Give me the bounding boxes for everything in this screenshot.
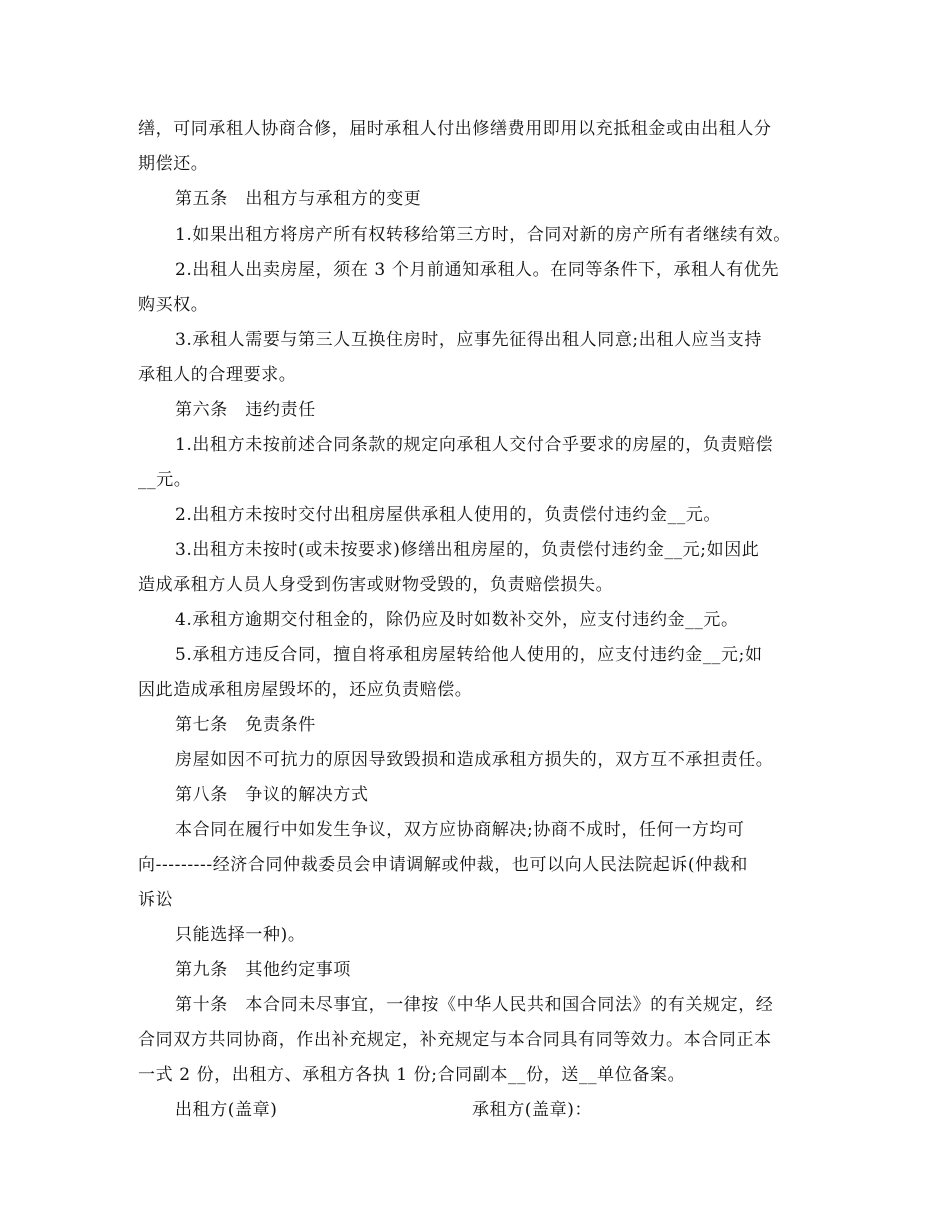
body-text-line: 期偿还。 (138, 154, 209, 174)
article-8-heading: 第八条 争议的解决方式 (175, 785, 369, 805)
clause-text-line: 2.出租人出卖房屋，须在 3 个月前通知承租人。在同等条件下，承租人有优先 (175, 260, 780, 280)
clause-text-line: 房屋如因不可抗力的原因导致毁损和造成承租方损失的，双方互不承担责任。 (175, 750, 774, 770)
clause-text-line: 诉讼 (138, 890, 174, 910)
clause-text-line: 5.承租方违反合同，擅自将承租房屋转给他人使用的，应支付违约金__元;如 (175, 645, 763, 665)
article-6-heading: 第六条 违约责任 (175, 400, 316, 420)
clause-text-line: 承租人的合理要求。 (138, 365, 297, 385)
clause-text-line: 只能选择一种)。 (175, 925, 306, 945)
clause-text-line: 一式 2 份，出租方、承租方各执 1 份;合同副本__份，送__单位备案。 (138, 1065, 686, 1085)
article-7-heading: 第七条 免责条件 (175, 715, 316, 735)
lessor-signature-label: 出租方(盖章) (175, 1100, 278, 1120)
clause-text-line: 合同双方共同协商，作出补充规定，补充规定与本合同具有同等效力。本合同正本 (138, 1030, 772, 1050)
clause-text-line: 本合同在履行中如发生争议，双方应协商解决;协商不成时，任何一方均可 (175, 820, 745, 840)
clause-text-line: 4.承租方逾期交付租金的，除仍应及时如数补交外，应支付违约金__元。 (175, 610, 739, 630)
clause-text-line: 1.出租方未按前述合同条款的规定向承租人交付合乎要求的房屋的，负责赔偿 (175, 435, 774, 455)
clause-text-line: 购买权。 (138, 295, 209, 315)
clause-text-line: 1.如果出租方将房产所有权转移给第三方时，合同对新的房产所有者继续有效。 (175, 225, 791, 245)
clause-text-line: 2.出租方未按时交付出租房屋供承租人使用的，负责偿付违约金__元。 (175, 505, 722, 525)
clause-text-line: 3.承租人需要与第三人互换住房时，应事先征得出租人同意;出租人应当支持 (175, 330, 762, 350)
clause-text-line: 因此造成承租房屋毁坏的，还应负责赔偿。 (138, 680, 473, 700)
lessee-signature-label: 承租方(盖章)： (472, 1100, 593, 1120)
clause-text-line: 3.出租方未按时(或未按要求)修缮出租房屋的，负责偿付违约金__元;如因此 (175, 540, 760, 560)
clause-text-line: 向---------经济合同仲裁委员会申请调解或仲裁，也可以向人民法院起诉(仲裁和 (138, 855, 748, 875)
clause-text-line: __元。 (138, 470, 192, 490)
article-9-heading: 第九条 其他约定事项 (175, 960, 351, 980)
article-5-heading: 第五条 出租方与承租方的变更 (175, 189, 422, 209)
clause-text-line: 造成承租方人员人身受到伤害或财物受毁的，负责赔偿损失。 (138, 575, 614, 595)
body-text-line: 缮，可同承租人协商合修，届时承租人付出修缮费用即用以充抵租金或由出租人分 (138, 119, 772, 139)
article-10-heading: 第十条 本合同未尽事宜，一律按《中华人民共和国合同法》的有关规定，经 (175, 995, 774, 1015)
